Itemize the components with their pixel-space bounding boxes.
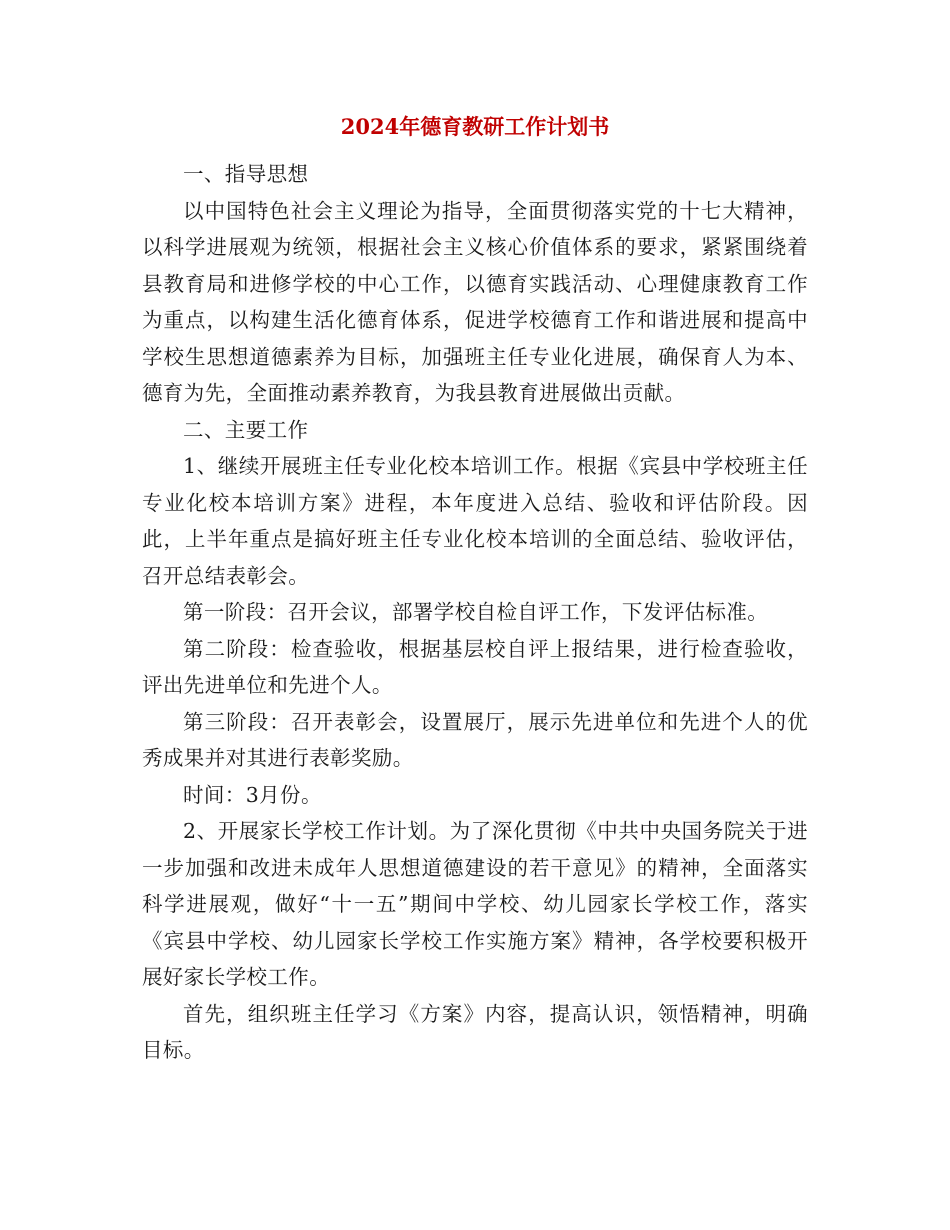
- paragraph-stage-3: 第三阶段：召开表彰会，设置展厅，展示先进单位和先进个人的优秀成果并对其进行表彰奖励。: [142, 709, 808, 770]
- paragraph-guiding-ideology: 以中国特色社会主义理论为指导，全面贯彻落实党的十七大精神，以科学进展观为统领，根据社会主义核心价值体系的要求，紧紧围绕着县教育局和进修学校的中心工作，以德育实践活动、心理健康教育工作为重点，以构建生活化德育体系，促进学校德育工作和谐进展和提高中学校生思想道德素养为目标，加强班主任专业化进展，确保育人为本、德育为先，全面推动素养教育，为我县教育进展做出贡献。: [142, 198, 808, 405]
- paragraph-time: 时间：3月份。: [183, 782, 322, 807]
- paragraph-first: 首先，组织班主任学习《方案》内容，提高认识，领悟精神，明确目标。: [142, 1001, 808, 1062]
- paragraph-item-2: 2、开展家长学校工作计划。为了深化贯彻《中共中央国务院关于进一步加强和改进未成年人思想道德建设的若干意见》的精神，全面落实科学进展观，做好“十一五”期间中学校、幼儿园家长学校工作，落实《宾县中学校、幼儿园家长学校工作实施方案》精神，各学校要积极开展好家长学校工作。: [142, 819, 808, 989]
- paragraph-stage-1: 第一阶段：召开会议，部署学校自检自评工作，下发评估标准。: [183, 600, 769, 624]
- document-title: 2024年德育教研工作计划书: [340, 114, 610, 139]
- paragraph-stage-2: 第二阶段：检查验收，根据基层校自评上报结果，进行检查验收，评出先进单位和先进个人。: [142, 636, 808, 697]
- paragraph-item-1: 1、继续开展班主任专业化校本培训工作。根据《宾县中学校班主任专业化校本培训方案》进程，本年度进入总结、验收和评估阶段。因此，上半年重点是搞好班主任专业化校本培训的全面总结、验收评估，召开总结表彰会。: [142, 454, 808, 588]
- heading-main-work: 二、主要工作: [183, 417, 309, 442]
- document-page: [142, 112, 808, 1069]
- heading-guiding-ideology: 一、指导思想: [183, 162, 309, 186]
